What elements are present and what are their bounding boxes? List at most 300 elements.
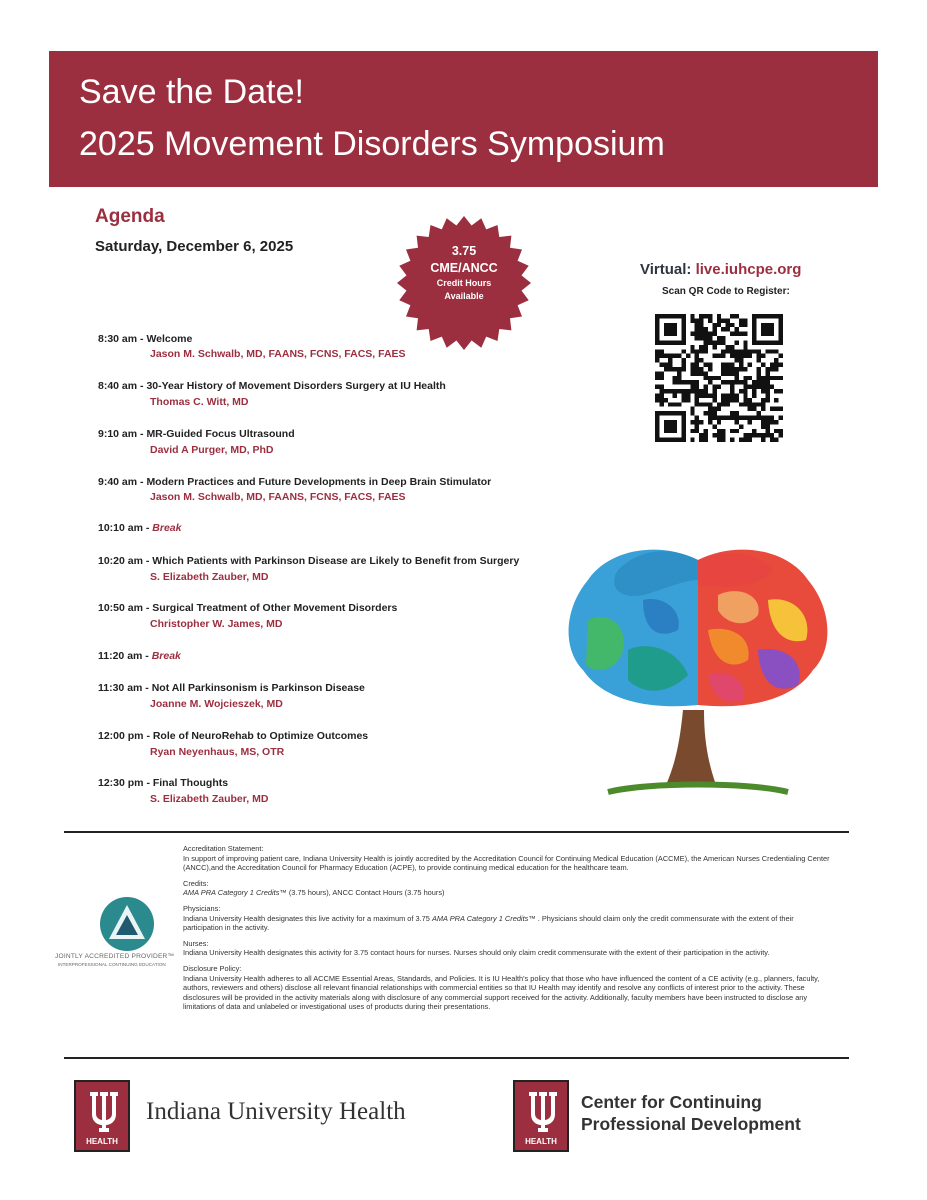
qr-module: [659, 385, 663, 389]
qr-module: [757, 349, 761, 353]
qr-module: [695, 416, 699, 420]
qr-module: [695, 358, 699, 362]
qr-module: [699, 371, 703, 375]
qr-module: [761, 407, 765, 411]
qr-module: [721, 340, 725, 344]
iu-trident-icon: [523, 1088, 563, 1134]
qr-module: [726, 367, 730, 371]
agenda-item-speaker: Jason M. Schwalb, MD, FAANS, FCNS, FACS, FAES: [150, 491, 406, 503]
qr-module: [757, 380, 761, 384]
qr-module: [743, 393, 747, 397]
qr-module: [712, 327, 716, 331]
qr-module: [704, 402, 708, 406]
qr-module: [704, 314, 708, 318]
agenda-item-title: 12:30 pm - Final Thoughts: [98, 777, 229, 789]
header-banner: [49, 51, 878, 187]
qr-module: [770, 420, 774, 424]
qr-module: [765, 424, 769, 428]
qr-module: [699, 433, 703, 437]
qr-module: [761, 380, 765, 384]
qr-module: [752, 429, 756, 433]
qr-module: [739, 424, 743, 428]
qr-module: [721, 398, 725, 402]
qr-module: [699, 402, 703, 406]
seal-available: Available: [444, 291, 484, 301]
qr-module: [761, 376, 765, 380]
agenda-item-title: 9:10 am - MR-Guided Focus Ultrasound: [98, 428, 295, 440]
qr-module: [743, 318, 747, 322]
agenda-item-title: 10:50 am - Surgical Treatment of Other Movement Disorders: [98, 602, 398, 614]
qr-module: [668, 402, 672, 406]
qr-module: [748, 416, 752, 420]
qr-module: [699, 332, 703, 336]
qr-module: [699, 438, 703, 442]
qr-module: [677, 380, 681, 384]
qr-module: [717, 336, 721, 340]
qr-module: [757, 416, 761, 420]
qr-module: [779, 416, 783, 420]
qr-module: [734, 358, 738, 362]
qr-module: [695, 336, 699, 340]
qr-module: [690, 371, 694, 375]
qr-module: [712, 433, 716, 437]
qr-module: [708, 402, 712, 406]
qr-module: [690, 407, 694, 411]
qr-module: [748, 354, 752, 358]
qr-module: [739, 318, 743, 322]
qr-module: [690, 380, 694, 384]
qr-module: [779, 407, 783, 411]
qr-module: [761, 433, 765, 437]
qr-module: [726, 402, 730, 406]
qr-module: [717, 323, 721, 327]
qr-module: [712, 323, 716, 327]
qr-module: [730, 349, 734, 353]
qr-module: [655, 354, 659, 358]
qr-module: [765, 380, 769, 384]
qr-module: [770, 376, 774, 380]
qr-module: [708, 318, 712, 322]
qr-module: [673, 389, 677, 393]
credits-detail: (3.75 hours), ANCC Contact Hours (3.75 hours): [286, 888, 445, 898]
qr-module: [721, 367, 725, 371]
qr-module: [743, 433, 747, 437]
qr-module: [743, 354, 747, 358]
qr-module: [730, 416, 734, 420]
seal-credit-hours: Credit Hours: [436, 278, 492, 288]
qr-module: [761, 354, 765, 358]
qr-module: [699, 327, 703, 331]
qr-module: [730, 354, 734, 358]
qr-module: [739, 367, 743, 371]
qr-module: [730, 371, 734, 375]
disclosure-heading: Disclosure Policy:: [183, 963, 242, 973]
qr-module: [695, 323, 699, 327]
qr-module: [695, 332, 699, 336]
credits-ama-label: AMA PRA Category 1 Credits™: [183, 888, 287, 898]
qr-module: [704, 363, 708, 367]
qr-module: [673, 367, 677, 371]
qr-module: [717, 376, 721, 380]
qr-module: [690, 420, 694, 424]
registration-link[interactable]: live.iuhcpe.org: [695, 261, 802, 278]
agenda-item-title: 8:30 am - Welcome: [98, 333, 193, 345]
qr-module: [704, 385, 708, 389]
qr-module: [717, 314, 721, 318]
qr-module: [655, 358, 659, 362]
brain-tree-illustration: [548, 500, 848, 800]
qr-module: [695, 389, 699, 393]
qr-module: [659, 349, 663, 353]
qr-finder-pattern: [664, 323, 677, 336]
qr-module: [730, 380, 734, 384]
qr-module: [712, 411, 716, 415]
qr-module: [765, 349, 769, 353]
qr-module: [673, 393, 677, 397]
qr-module: [726, 323, 730, 327]
jointly-accredited-subtitle: INTERPROFESSIONAL CONTINUING EDUCATION: [58, 962, 166, 967]
qr-module: [757, 358, 761, 362]
qr-module: [739, 332, 743, 336]
symposium-title: 2025 Movement Disorders Symposium: [79, 125, 665, 163]
qr-module: [761, 424, 765, 428]
qr-module: [655, 393, 659, 397]
qr-module: [717, 385, 721, 389]
accreditation-heading: Accreditation Statement:: [183, 844, 264, 853]
qr-module: [712, 332, 716, 336]
qr-module: [743, 349, 747, 353]
qr-module: [699, 389, 703, 393]
agenda-item-speaker: Ryan Neyenhaus, MS, OTR: [150, 746, 285, 758]
qr-module: [726, 380, 730, 384]
qr-module: [757, 367, 761, 371]
qr-module: [730, 429, 734, 433]
qr-module: [779, 376, 783, 380]
qr-module: [712, 424, 716, 428]
qr-module: [712, 354, 716, 358]
qr-module: [730, 367, 734, 371]
qr-module: [739, 389, 743, 393]
qr-module: [717, 407, 721, 411]
qr-module: [708, 393, 712, 397]
qr-module: [712, 416, 716, 420]
qr-module: [677, 402, 681, 406]
qr-module: [770, 438, 774, 442]
qr-module: [748, 420, 752, 424]
qr-module: [721, 416, 725, 420]
qr-module: [699, 345, 703, 349]
qr-module: [677, 389, 681, 393]
qr-module: [748, 402, 752, 406]
qr-module: [770, 349, 774, 353]
qr-module: [695, 349, 699, 353]
qr-module: [779, 389, 783, 393]
qr-module: [774, 349, 778, 353]
qr-module: [664, 363, 668, 367]
qr-module: [730, 323, 734, 327]
qr-module: [681, 380, 685, 384]
qr-module: [734, 314, 738, 318]
qr-module: [699, 393, 703, 397]
qr-module: [765, 433, 769, 437]
qr-module: [779, 363, 783, 367]
qr-module: [734, 429, 738, 433]
seal-credit-type: CME/ANCC: [430, 261, 498, 275]
qr-module: [757, 376, 761, 380]
qr-module: [730, 314, 734, 318]
qr-module: [761, 363, 765, 367]
qr-module: [739, 358, 743, 362]
qr-module: [761, 420, 765, 424]
qr-module: [734, 393, 738, 397]
event-date: Saturday, December 6, 2025: [95, 238, 294, 255]
break-label: Break: [152, 522, 182, 534]
agenda-item-title: 9:40 am - Modern Practices and Future Developments in Deep Brain Stimulator: [98, 476, 492, 488]
qr-module: [664, 398, 668, 402]
qr-module: [699, 349, 703, 353]
qr-module: [743, 323, 747, 327]
agenda-item-speaker: S. Elizabeth Zauber, MD: [150, 793, 269, 805]
qr-module: [708, 380, 712, 384]
qr-module: [743, 416, 747, 420]
qr-module: [673, 380, 677, 384]
qr-module: [743, 332, 747, 336]
qr-module: [721, 336, 725, 340]
qr-module: [695, 363, 699, 367]
qr-module: [704, 433, 708, 437]
top-divider: [64, 831, 849, 833]
qr-module: [717, 429, 721, 433]
qr-module: [752, 416, 756, 420]
qr-module: [739, 438, 743, 442]
qr-module: [704, 376, 708, 380]
qr-module: [721, 393, 725, 397]
qr-module: [726, 363, 730, 367]
qr-module: [721, 318, 725, 322]
qr-module: [765, 367, 769, 371]
qr-module: [726, 349, 730, 353]
qr-module: [690, 429, 694, 433]
qr-module: [668, 358, 672, 362]
qr-module: [712, 345, 716, 349]
qr-module: [699, 314, 703, 318]
qr-module: [686, 398, 690, 402]
agenda-item-title: 8:40 am - 30-Year History of Movement Disorders Surgery at IU Health: [98, 380, 446, 392]
qr-module: [757, 385, 761, 389]
qr-module: [774, 429, 778, 433]
qr-module: [690, 367, 694, 371]
qr-module: [765, 420, 769, 424]
qr-module: [734, 367, 738, 371]
qr-module: [761, 438, 765, 442]
qr-module: [748, 363, 752, 367]
ccpd-line1: Center for Continuing: [581, 1092, 762, 1112]
agenda-item-speaker: David A Purger, MD, PhD: [150, 444, 274, 456]
qr-module: [730, 411, 734, 415]
qr-module: [774, 363, 778, 367]
qr-module: [730, 398, 734, 402]
qr-module: [770, 407, 774, 411]
qr-module: [726, 398, 730, 402]
qr-module: [704, 332, 708, 336]
disclosure-text: Indiana University Health adheres to all ACCME Essential Areas, Standards, and Policies. It is IU Health's policy that those who have influenced the content of a CE activity (e.g., planners, faculty, authors, reviewers and others) disclose all relevant financial relationships with commercial entities so that IU Health may identify and resolve any conflicts of interest prior to the activity. These disclosures will be provided in the activity materials along with disclosure of any commercial support received for the activity. Additionally, faculty members have been instructed to disclose any limitations of data and unlabeled or investigational uses of products during their presentations.: [183, 973, 820, 1012]
qr-module: [774, 389, 778, 393]
qr-module: [704, 349, 708, 353]
qr-module: [668, 389, 672, 393]
qr-module: [743, 438, 747, 442]
qr-module: [681, 389, 685, 393]
qr-module: [712, 389, 716, 393]
qr-module: [743, 340, 747, 344]
qr-module: [757, 433, 761, 437]
qr-module: [765, 429, 769, 433]
qr-module: [712, 340, 716, 344]
qr-module: [748, 433, 752, 437]
qr-module: [664, 354, 668, 358]
nurses-text: Indiana University Health designates this activity for 3.75 contact hours for nurses. Nurses should only claim credit commensurate with the extent of their participation in the activity.: [183, 948, 770, 958]
qr-module: [748, 349, 752, 353]
qr-module: [743, 345, 747, 349]
qr-module: [748, 407, 752, 411]
qr-module: [734, 327, 738, 331]
qr-module: [659, 402, 663, 406]
qr-module: [708, 314, 712, 318]
qr-module: [708, 336, 712, 340]
qr-module: [748, 398, 752, 402]
qr-module: [779, 429, 783, 433]
qr-module: [779, 433, 783, 437]
qr-module: [743, 380, 747, 384]
qr-module: [712, 398, 716, 402]
qr-module: [690, 363, 694, 367]
qr-code-icon[interactable]: [655, 314, 783, 442]
agenda-break: [98, 522, 181, 534]
qr-module: [704, 429, 708, 433]
qr-module: [765, 416, 769, 420]
qr-module: [708, 420, 712, 424]
break-time: 10:10 am -: [98, 522, 153, 534]
qr-module: [699, 323, 703, 327]
qr-module: [659, 376, 663, 380]
qr-module: [765, 393, 769, 397]
qr-module: [743, 385, 747, 389]
agenda-heading: Agenda: [95, 206, 165, 227]
qr-module: [708, 416, 712, 420]
virtual-label: Virtual:: [640, 261, 696, 278]
qr-module: [695, 367, 699, 371]
qr-module: [774, 358, 778, 362]
agenda-item-speaker: S. Elizabeth Zauber, MD: [150, 571, 269, 583]
qr-module: [717, 438, 721, 442]
qr-module: [695, 371, 699, 375]
qr-module: [699, 367, 703, 371]
qr-module: [734, 354, 738, 358]
qr-module: [726, 318, 730, 322]
qr-module: [690, 345, 694, 349]
qr-module: [734, 332, 738, 336]
qr-module: [743, 398, 747, 402]
qr-module: [752, 433, 756, 437]
qr-module: [739, 363, 743, 367]
virtual-registration: [640, 261, 801, 278]
qr-module: [726, 393, 730, 397]
qr-module: [690, 411, 694, 415]
qr-module: [717, 416, 721, 420]
qr-module: [695, 327, 699, 331]
agenda-item-speaker: Thomas C. Witt, MD: [150, 396, 249, 408]
qr-module: [761, 398, 765, 402]
qr-module: [726, 327, 730, 331]
qr-module: [739, 416, 743, 420]
physicians-text: Indiana University Health designates this live activity for a maximum of 3.75: [183, 913, 432, 923]
break-time: 11:20 am -: [98, 650, 152, 662]
qr-module: [664, 389, 668, 393]
qr-module: [726, 416, 730, 420]
iu-trident-icon: [84, 1088, 124, 1134]
qr-module: [739, 349, 743, 353]
qr-module: [721, 363, 725, 367]
qr-finder-pattern: [664, 420, 677, 433]
qr-module: [717, 420, 721, 424]
jointly-accredited-title: JOINTLY ACCREDITED PROVIDER™: [55, 953, 175, 960]
qr-module: [690, 332, 694, 336]
qr-module: [730, 363, 734, 367]
health-label: HEALTH: [86, 1137, 118, 1146]
agenda-item-title: 10:20 am - Which Patients with Parkinson Disease are Likely to Benefit from Surgery: [98, 555, 520, 567]
qr-module: [690, 318, 694, 322]
qr-module: [681, 367, 685, 371]
qr-module: [752, 393, 756, 397]
qr-module: [765, 385, 769, 389]
qr-module: [695, 398, 699, 402]
qr-module: [695, 429, 699, 433]
qr-module: [681, 358, 685, 362]
qr-module: [708, 340, 712, 344]
qr-module: [677, 371, 681, 375]
qr-module: [743, 376, 747, 380]
qr-module: [664, 367, 668, 371]
health-label: HEALTH: [525, 1137, 557, 1146]
qr-module: [704, 438, 708, 442]
qr-module: [686, 389, 690, 393]
qr-module: [721, 433, 725, 437]
qr-module: [770, 363, 774, 367]
qr-module: [659, 389, 663, 393]
qr-module: [655, 376, 659, 380]
qr-module: [752, 389, 756, 393]
qr-module: [704, 340, 708, 344]
qr-module: [717, 354, 721, 358]
physicians-ama-label: AMA PRA Category 1 Credits™: [431, 913, 536, 923]
qr-module: [752, 402, 756, 406]
qr-finder-pattern: [761, 323, 774, 336]
qr-module: [739, 323, 743, 327]
qr-module: [681, 393, 685, 397]
qr-module: [774, 367, 778, 371]
qr-module: [668, 363, 672, 367]
qr-module: [730, 345, 734, 349]
qr-module: [721, 380, 725, 384]
qr-module: [686, 380, 690, 384]
qr-module: [734, 376, 738, 380]
qr-module: [655, 349, 659, 353]
qr-module: [734, 380, 738, 384]
qr-module: [686, 354, 690, 358]
qr-module: [721, 438, 725, 442]
qr-module: [659, 371, 663, 375]
agenda-item-speaker: Joanne M. Wojcieszek, MD: [150, 698, 283, 710]
qr-module: [677, 354, 681, 358]
